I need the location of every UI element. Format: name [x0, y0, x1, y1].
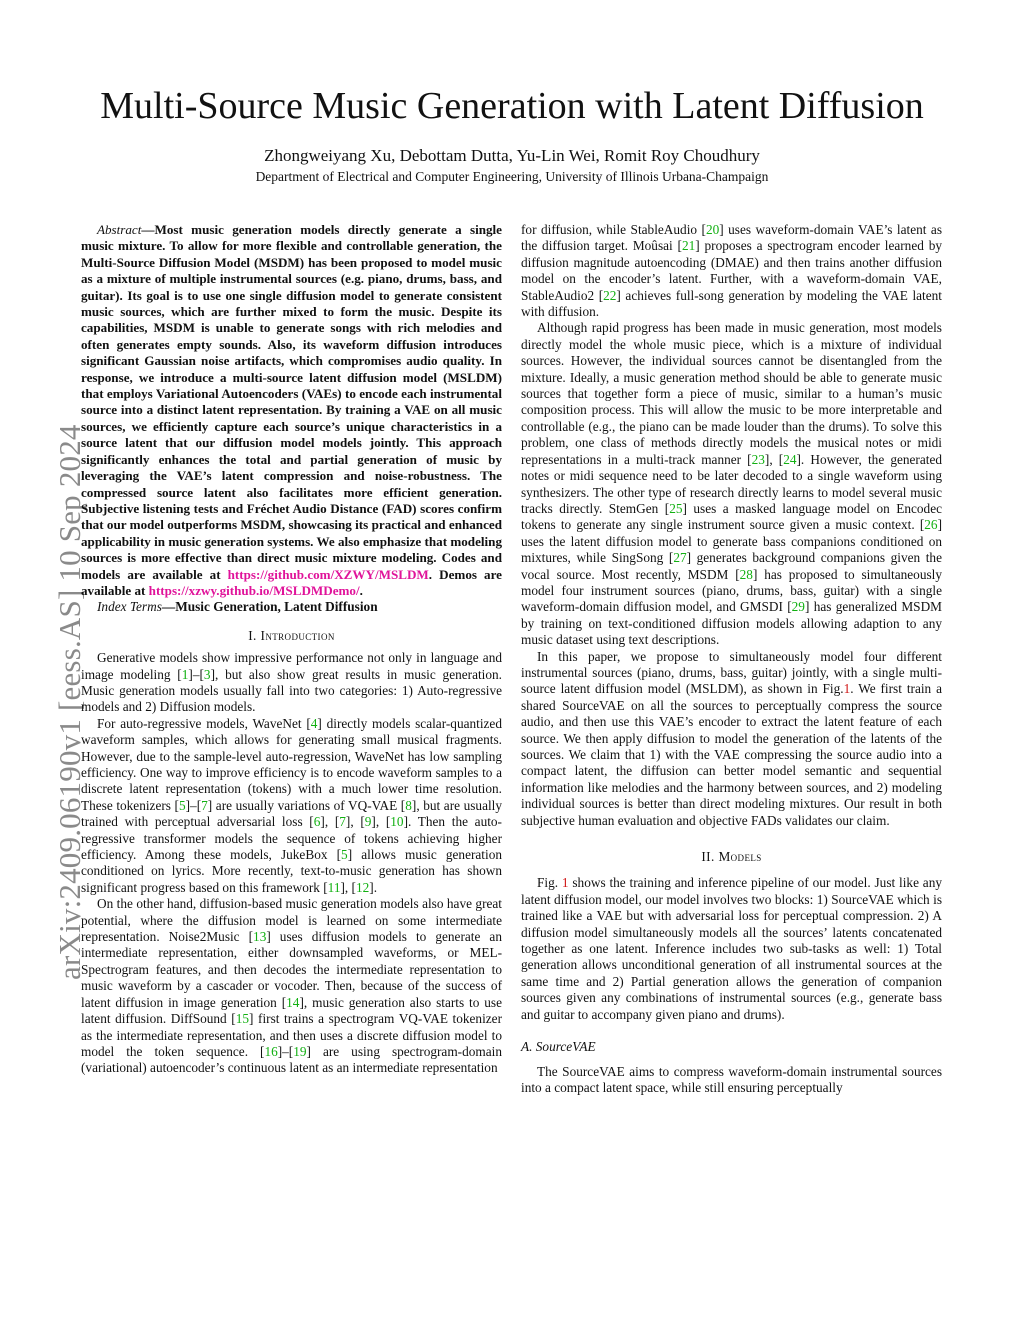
intro-paragraph-3-continued: for diffusion, while StableAudio [20] uses waveform-domain VAE’s latent as the diffusion target. Moûsai [21] proposes a spectrogram encoder learned by diffusion magnitude autoencoding (DMAE) and then trains another diffusion model on the encoder’s latent. Further, with a waveform-domain VAE, StableAudio2 [22] achieves full-song generation by modeling the VAE latent with diffusion. [521, 222, 942, 320]
intro-paragraph-2: For auto-regressive models, WaveNet [4] directly models scalar-quantized waveform samples, which allows for generating small musical fragments. However, due to the sample-level auto-regression, WaveNet has low sampling efficiency. One way to improve efficiency is to encode waveform samples to a discrete latent representation (tokens) with a much lower time resolution. These tokenizers [5]–[7] are usually variations of VQ-VAE [8], but are usually trained with perceptual adversarial loss [6], [7], [9], [10]. Then the auto-regressive transformer models the sequence of tokens achieving higher efficiency. Among these models, JukeBox [5] allows music generation conditioned on lyrics. More recently, text-to-music generation has shown significant progress based on this framework [11], [12]. [81, 715, 503, 895]
models-paragraph-1: Fig. 1 shows the training and inference pipeline of our model. Just like any latent diffusion model, our model involves two blocks: 1) SourceVAE which is trained like a VAE but with adversarial loss for perceptual compression. 2) A diffusion model simultaneously models all the sources’ latents concatenated together as one latent. Inference includes two sub-tasks as well: 1) Total generation allows unconditional generation of all instrumental sources at the same time and 2) Partial generation allows the generation of companion sources given any combinations of instrumental sources (e.g., generate bass and guitar to accompany given piano and drums). [521, 875, 942, 1022]
abstract-body: Most music generation models directly generate a single music mixture. To allow for more flexible and controllable generation, the Multi-Source Diffusion Model (MSDM) has been proposed to model music as a mixture of multiple instrumental sources (e.g. piano, drums, bass, and guitar). Its goal is to use one single diffusion model to generate consistent music sources, which are further mixed to form the music. Despite its capabilities, MSDM is unable to generate songs with rich melodies and often generates empty sounds. Also, its waveform diffusion introduces significant Gaussian noise artifacts, which compromises audio quality. In response, we introduce a multi-source latent diffusion model (MSLDM) that employs Variational Autoencoders (VAEs) to encode each instrumental source into a distinct latent representation. By training a VAE on all music sources, we efficiently capture each source’s unique characteristics in a source latent that our diffusion model models jointly. This approach significantly enhances the total and partial generation of music by leveraging the VAE’s latent compression and noise-robustness. The compressed source latent also facilitates more efficient generation. Subjective listening tests and Fréchet Audio Distance (FAD) scores confirm that our model outperforms MSDM, showcasing its practical and enhanced applicability in music generation systems. We also emphasize that modeling sources is more effective than direct music mixture modeling. Codes and models are available at [81, 222, 502, 582]
index-terms: Index Terms—Music Generation, Latent Diffusion [97, 599, 378, 615]
citation-link[interactable]: 6 [313, 814, 321, 830]
citation-link[interactable]: 13 [253, 929, 267, 945]
intro-paragraph-1: Generative models show impressive performance not only in language and image modeling [1]–[3], but also show great results in music generation. Music generation models usually fall into two categories: 1) Auto-regressive models and 2) Diffusion models. [81, 650, 502, 715]
citation-link[interactable]: 24 [783, 451, 797, 467]
section-heading-introduction: I. Introduction [248, 627, 335, 643]
citation-link[interactable]: 3 [203, 666, 211, 682]
citation-link[interactable]: 23 [751, 451, 765, 467]
figure-link[interactable]: 1 [561, 875, 569, 891]
intro-paragraph-3: On the other hand, diffusion-based music generation models also have great potential, where the diffusion model is learned on some intermediate representation. Noise2Music [13] uses diffusion models to generate an intermediate representation, either downsampled waveforms, or MEL-Spectrogram features, and then decodes the intermediate representation to music waveform by a cascader or vocoder. Then, because of the success of latent diffusion in image generation [14], music generation also starts to use latent diffusion. DiffSound [15] first trains a spectrogram VQ-VAE tokenizer as the intermediate representation, and then uses a discrete diffusion model to model the token sequence. [16]–[19] are using spectrogram-domain (variational) autoencoder’s continuous latent as an intermediate representation [81, 896, 502, 1076]
citation-link[interactable]: 1 [181, 666, 189, 682]
citation-link[interactable]: 29 [791, 599, 805, 615]
intro-paragraph-4: Although rapid progress has been made in music generation, most models directly model the whole music piece, which is a mixture of individual sources. However, the individual sources cannot be disentangled from the mixture. Ideally, a music generation method should be able to generate music sources that together form a piece of music, similar to a human’s music composition process. This will allow the music to be more interpretable and controllable (e.g., the piano can be made louder than the drums). To solve this problem, one class of methods directly models the musical notes or midi representations in a multi-track manner [23], [24]. However, the generated notes or midi sequence need to be later decoded to a single waveform using synthesizers. The other type of research directly learns to model several music tracks directly. StemGen [25] uses a masked language model on Encodec tokens to generate any single instrument source given a music context. [26] uses the latent diffusion model to generate bass companions conditioned on mixtures, while SingSong [27] generates background companions given the vocal source. Most recently, MSDM [28] has proposed to simultaneously model four instrument sources (piano, drums, bass, guitar) with a single waveform-domain diffusion model, and GMSDI [29] has generalized MSDM by training on text-conditioned diffusion models allowing adaption to any music dataset using text descriptions. [521, 320, 942, 648]
right-column [521, 222, 942, 1096]
citation-link[interactable]: 22 [603, 287, 617, 303]
citation-link[interactable]: 5 [178, 797, 186, 813]
demo-link[interactable]: https://xzwy.github.io/MSLDMDemo/ [148, 582, 360, 598]
arxiv-identifier-stamp [0, 340, 87, 980]
citation-link[interactable]: 27 [673, 550, 687, 566]
citation-link[interactable]: 21 [681, 238, 696, 254]
citation-link[interactable]: 10 [390, 814, 404, 830]
citation-link[interactable]: 9 [364, 814, 372, 830]
code-link[interactable]: https://github.com/XZWY/MSLDM [227, 566, 429, 582]
citation-link[interactable]: 15 [235, 1011, 250, 1027]
citation-link[interactable]: 4 [310, 715, 318, 731]
citation-link[interactable]: 16 [264, 1043, 278, 1059]
figure-link[interactable]: 1 [843, 681, 851, 697]
citation-link[interactable]: 14 [286, 994, 300, 1010]
citation-link[interactable]: 28 [739, 566, 753, 582]
intro-paragraph-5: In this paper, we propose to simultaneously model four different instrumental sources (piano, drums, bass, guitar) jointly, with a single multi-source latent diffusion model (MSLDM), as shown in Fig.1. We first train a shared SourceVAE on all the sources to perceptually compress the source audio, and then use this VAE’s encoder to extract the latent feature of each source. We then apply diffusion to model the generation of the latents of the sources. We claim that 1) with the VAE compressing the source audio into a compact latent, the diffusion can better model semantic and sequential information like melodies and the harmony between sources, and 2) modeling individual sources is better than direct modeling mixtures. Our result in both subjective human evaluation and objective FADs validates our claim. [521, 648, 942, 828]
citation-link[interactable]: 12 [356, 879, 370, 895]
section-heading-models: II. Models [701, 849, 762, 865]
citation-link[interactable]: 19 [293, 1043, 307, 1059]
affiliation: Department of Electrical and Computer Engineering, University of Illinois Urbana-Champaign [255, 169, 769, 184]
citation-link[interactable]: 8 [405, 797, 412, 813]
sourcevae-paragraph: The SourceVAE aims to compress waveform-domain instrumental sources into a compact latent space, while still ensuring perceptually [521, 1063, 942, 1095]
left-column [81, 222, 502, 1077]
abstract-label: Abstract [97, 222, 142, 237]
citation-link[interactable]: 26 [924, 517, 938, 533]
abstract: Abstract—Most music generation models directly generate a single music mixture. To allow for more flexible and controllable generation, the Multi-Source Diffusion Model (MSDM) has been proposed to model music as a mixture of multiple instrumental sources (e.g. piano, drums, bass, and guitar). Its goal is to use one single diffusion model to generate consistent music sources, which are further mixed to form the music. Despite its capabilities, MSDM is unable to generate songs with rich melodies and often generates empty sounds. Also, its waveform diffusion introduces significant Gaussian noise artifacts, which compromises audio quality. In response, we introduce a multi-source latent diffusion model (MSLDM) that employs Variational Autoencoders (VAEs) to encode each instrumental source into a distinct latent representation. By training a VAE on all music sources, we efficiently capture each source’s unique characteristics in a source latent that our diffusion model models jointly. This approach significantly enhances the total and partial generation of music by leveraging the VAE’s latent compression and noise-robustness. The compressed source latent also facilitates more efficient generation. Subjective listening tests and Fréchet Audio Distance (FAD) scores confirm that our model outperforms MSDM, showcasing its practical and enhanced applicability in music generation systems. We also emphasize that modeling sources is more effective than direct music mixture modeling. Codes and models are available at https://github.com/XZWY/MSLDM. Demos are available at https://xzwy.github.io/MSLDMDemo/. [81, 222, 502, 598]
author-list: Zhongweiyang Xu, Debottam Dutta, Yu-Lin Wei, Romit Roy Choudhury [264, 146, 760, 165]
citation-link[interactable]: 7 [339, 814, 346, 830]
citation-link[interactable]: 25 [669, 500, 683, 516]
citation-link[interactable]: 5 [341, 847, 348, 863]
index-terms-label: Index Terms [97, 599, 162, 615]
citation-link[interactable]: 20 [705, 222, 720, 237]
index-terms-body: Music Generation, Latent Diffusion [175, 599, 378, 615]
paper-title: Multi-Source Music Generation with Latent Diffusion [100, 85, 924, 127]
citation-link[interactable]: 11 [327, 879, 341, 895]
arxiv-stamp-text: arXiv:2409.06190v1 [eess.AS] 10 Sep 2024 [52, 424, 87, 980]
citation-link[interactable]: 7 [201, 797, 208, 813]
subsection-heading-sourcevae: A. SourceVAE [521, 1039, 596, 1055]
